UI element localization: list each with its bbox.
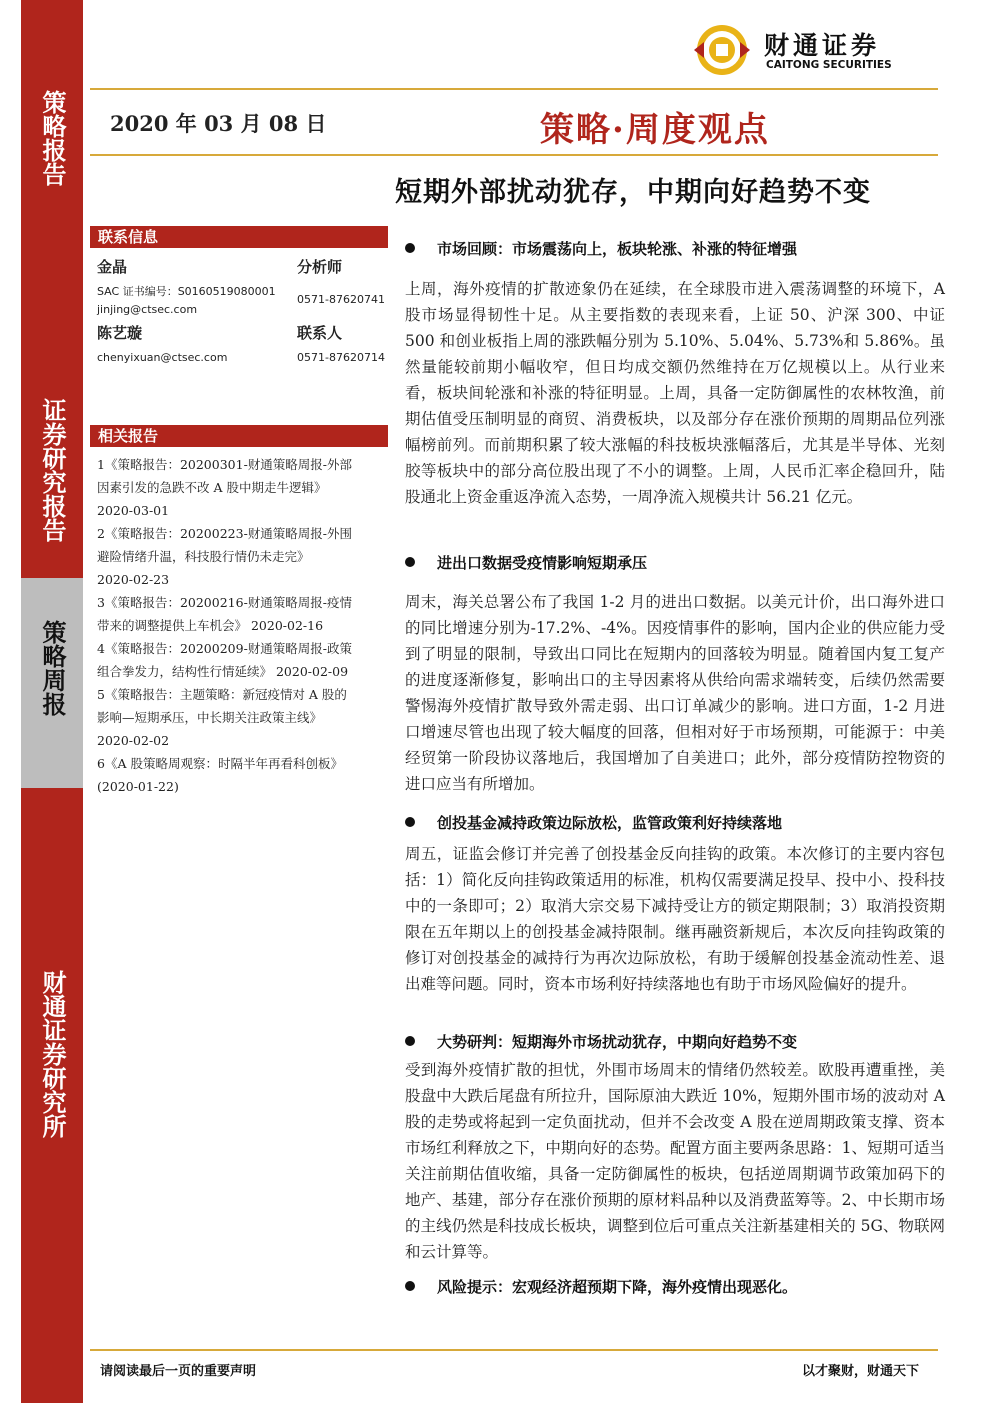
- sidebar-middle-block: [21, 380, 83, 578]
- bullet-icon: [405, 243, 415, 253]
- related-report-item[interactable]: 2《策略报告：20200223-财通策略周报-外围 避险情绪升温，科技股行情仍未走完》 2020-02-23: [97, 526, 353, 587]
- header-date: 2020 年 03 月 08 日: [110, 111, 327, 136]
- sidebar-grey-text: 策略周报: [38, 620, 67, 716]
- related-report-list: [97, 453, 392, 798]
- footer-disclaimer: 请阅读最后一页的重要声明: [100, 1364, 257, 1379]
- bullet-icon: [405, 557, 415, 567]
- footer-rule: [90, 1349, 938, 1351]
- sidebar-top-text: 策略报告: [38, 90, 67, 186]
- sidebar-bottom-block: [21, 788, 83, 1403]
- section-body: 受到海外疫情扩散的担忧，外围市场周末的情绪仍然较差。欧股再遭重挫，美股盘中大跌后尾盘有所拉升，国际原油大跌近 10%，短期外围市场的波动对 A 股的走势或将起到一定负面扰动，但并不会改变 A 股在逆周期政策支撑、资本市场红利释放之下，中期向好的态势。配置方面主要两条思路：1、短期可适当关注前期估值收缩，具备一定防御属性的板块，包括逆周期调节政策加码下的地产、基建，部分存在涨价预期的原材料品种以及消费蓝筹等。2、中长期市场的主线仍然是科技成长板块，调整到位后可重点关注新基建相关的 5G、物联网和云计算等。: [405, 1061, 945, 1261]
- bullet-icon: [405, 1036, 415, 1046]
- logo-emblem-icon: [690, 22, 754, 78]
- header-top-rule: [90, 88, 938, 90]
- sidebar-grey-block: [21, 578, 83, 788]
- report-category: 策略·周度观点: [540, 110, 770, 150]
- section-body: 周末，海关总署公布了我国 1-2 月的进出口数据。以美元计价，出口海外进口的同比增速分别为-17.2%、-4%。因疫情事件的影响，国内企业的供应能力受到了明显的限制，导致出口同比在短期内的回落较为明显。随着国内复工复产的进度逐渐修复，影响出口的主导因素将从供给向需求端转变，后续仍然需要警惕海外疫情扩散导致外需走弱、出口订单减少的影响。进口方面，1-2 月进口增速尽管也出现了较大幅度的回落，但相对好于市场预期，可能源于：中美经贸第一阶段协议落地后，我国增加了自美进口；此外，部分疫情防控物资的进口应当有所增加。: [405, 593, 945, 793]
- sidebar-middle-text: 证券研究报告: [38, 398, 67, 542]
- page-title: 短期外部扰动犹存，中期向好趋势不变: [395, 177, 871, 208]
- logo-cn-text: 财通证券: [764, 31, 881, 60]
- sidebar-top-block: [21, 0, 83, 380]
- section-heading: 创投基金减持政策边际放松，监管政策利好持续落地: [405, 812, 782, 833]
- related-report-item[interactable]: 5《策略报告：主题策略：新冠疫情对 A 股的 影响—短期承压，中长期关注政策主线》 2020-02-02: [97, 687, 347, 748]
- section-body: 周五，证监会修订并完善了创投基金反向挂钩的政策。本次修订的主要内容包括：1）简化反向挂钩政策适用的标准，机构仅需要满足投早、投中小、投科技中的一条即可；2）取消大宗交易下减持受让方的锁定期限制；3）取消投资期限在五年期以上的创投基金减持限制。继再融资新规后，本次反向挂钩政策的修订对创投基金的减持行为再次边际放松，有助于缓解创投基金流动性差、退出难等问题。同时，资本市场利好持续落地也有助于市场风险偏好的提升。: [405, 845, 945, 993]
- related-report-item[interactable]: 3《策略报告：20200216-财通策略周报-疫情 带来的调整提供上车机会》 2020-02-16: [97, 595, 353, 633]
- footer-slogan: 以才聚财，财通天下: [802, 1364, 920, 1379]
- logo-en-text: CAITONG SECURITIES: [766, 59, 892, 71]
- analyst-phone: 0571-87620741: [297, 293, 385, 306]
- section-heading: 大势研判：短期海外市场扰动犹存，中期向好趋势不变: [405, 1031, 797, 1052]
- analyst-name: 金晶: [97, 258, 128, 276]
- related-report-item[interactable]: 4《策略报告：20200209-财通策略周报-政策 组合拳发力，结构性行情延续》 2020-02-09: [97, 641, 353, 679]
- contact-person-email[interactable]: chenyixuan@ctsec.com: [97, 351, 228, 364]
- contact-person-role: 联系人: [297, 324, 343, 342]
- risk-heading: 风险提示：宏观经济超预期下降，海外疫情出现恶化。: [405, 1276, 797, 1297]
- related-label: 相关报告: [90, 425, 388, 447]
- bullet-icon: [405, 817, 415, 827]
- analyst-role: 分析师: [297, 258, 343, 276]
- analyst-sac: SAC 证书编号：S0160519080001: [97, 285, 276, 298]
- analyst-email[interactable]: jinjing@ctsec.com: [97, 303, 198, 316]
- sidebar-bottom-text: 财通证券研究所: [38, 970, 67, 1138]
- contact-person-phone: 0571-87620714: [297, 351, 385, 364]
- header-bottom-rule: [90, 154, 938, 156]
- contact-person-name: 陈艺璇: [97, 324, 143, 342]
- section-heading: 市场回顾：市场震荡向上，板块轮涨、补涨的特征增强: [405, 238, 797, 259]
- related-report-item[interactable]: 1《策略报告：20200301-财通策略周报-外部 因素引发的急跌不改 A 股中期走牛逻辑》 2020-03-01: [97, 457, 353, 518]
- company-logo: [690, 22, 930, 78]
- related-report-item[interactable]: 6《A 股策略周观察：时隔半年再看科创板》 (2020-01-22): [97, 756, 343, 794]
- section-heading: 进出口数据受疫情影响短期承压: [405, 552, 647, 573]
- section-body: 上周，海外疫情的扩散迹象仍在延续，在全球股市进入震荡调整的环境下，A 股市场显得韧性十足。从主要指数的表现来看，上证 50、沪深 300、中证 500 和创业板指上周的涨跌幅分别为 5.10%、5.04%、5.73%和 5.86%。虽然量能较前期小幅收窄，但日均成交额仍然维持在万亿规模以上。从行业来看，板块间轮涨和补涨的特征明显。上周，具备一定防御属性的农林牧渔，前期估值受压制明显的商贸、消费板块，以及部分存在涨价预期的周期品位列涨幅榜前列。而前期积累了较大涨幅的科技板块涨幅落后，尤其是半导体、光刻胶等板块中的部分高位股出现了不小的调整。上周，人民币汇率企稳回升，陆股通北上资金重返净流入态势，一周净流入规模共计 56.21 亿元。: [405, 280, 945, 506]
- contact-label: 联系信息: [90, 226, 388, 248]
- bullet-icon: [405, 1281, 415, 1291]
